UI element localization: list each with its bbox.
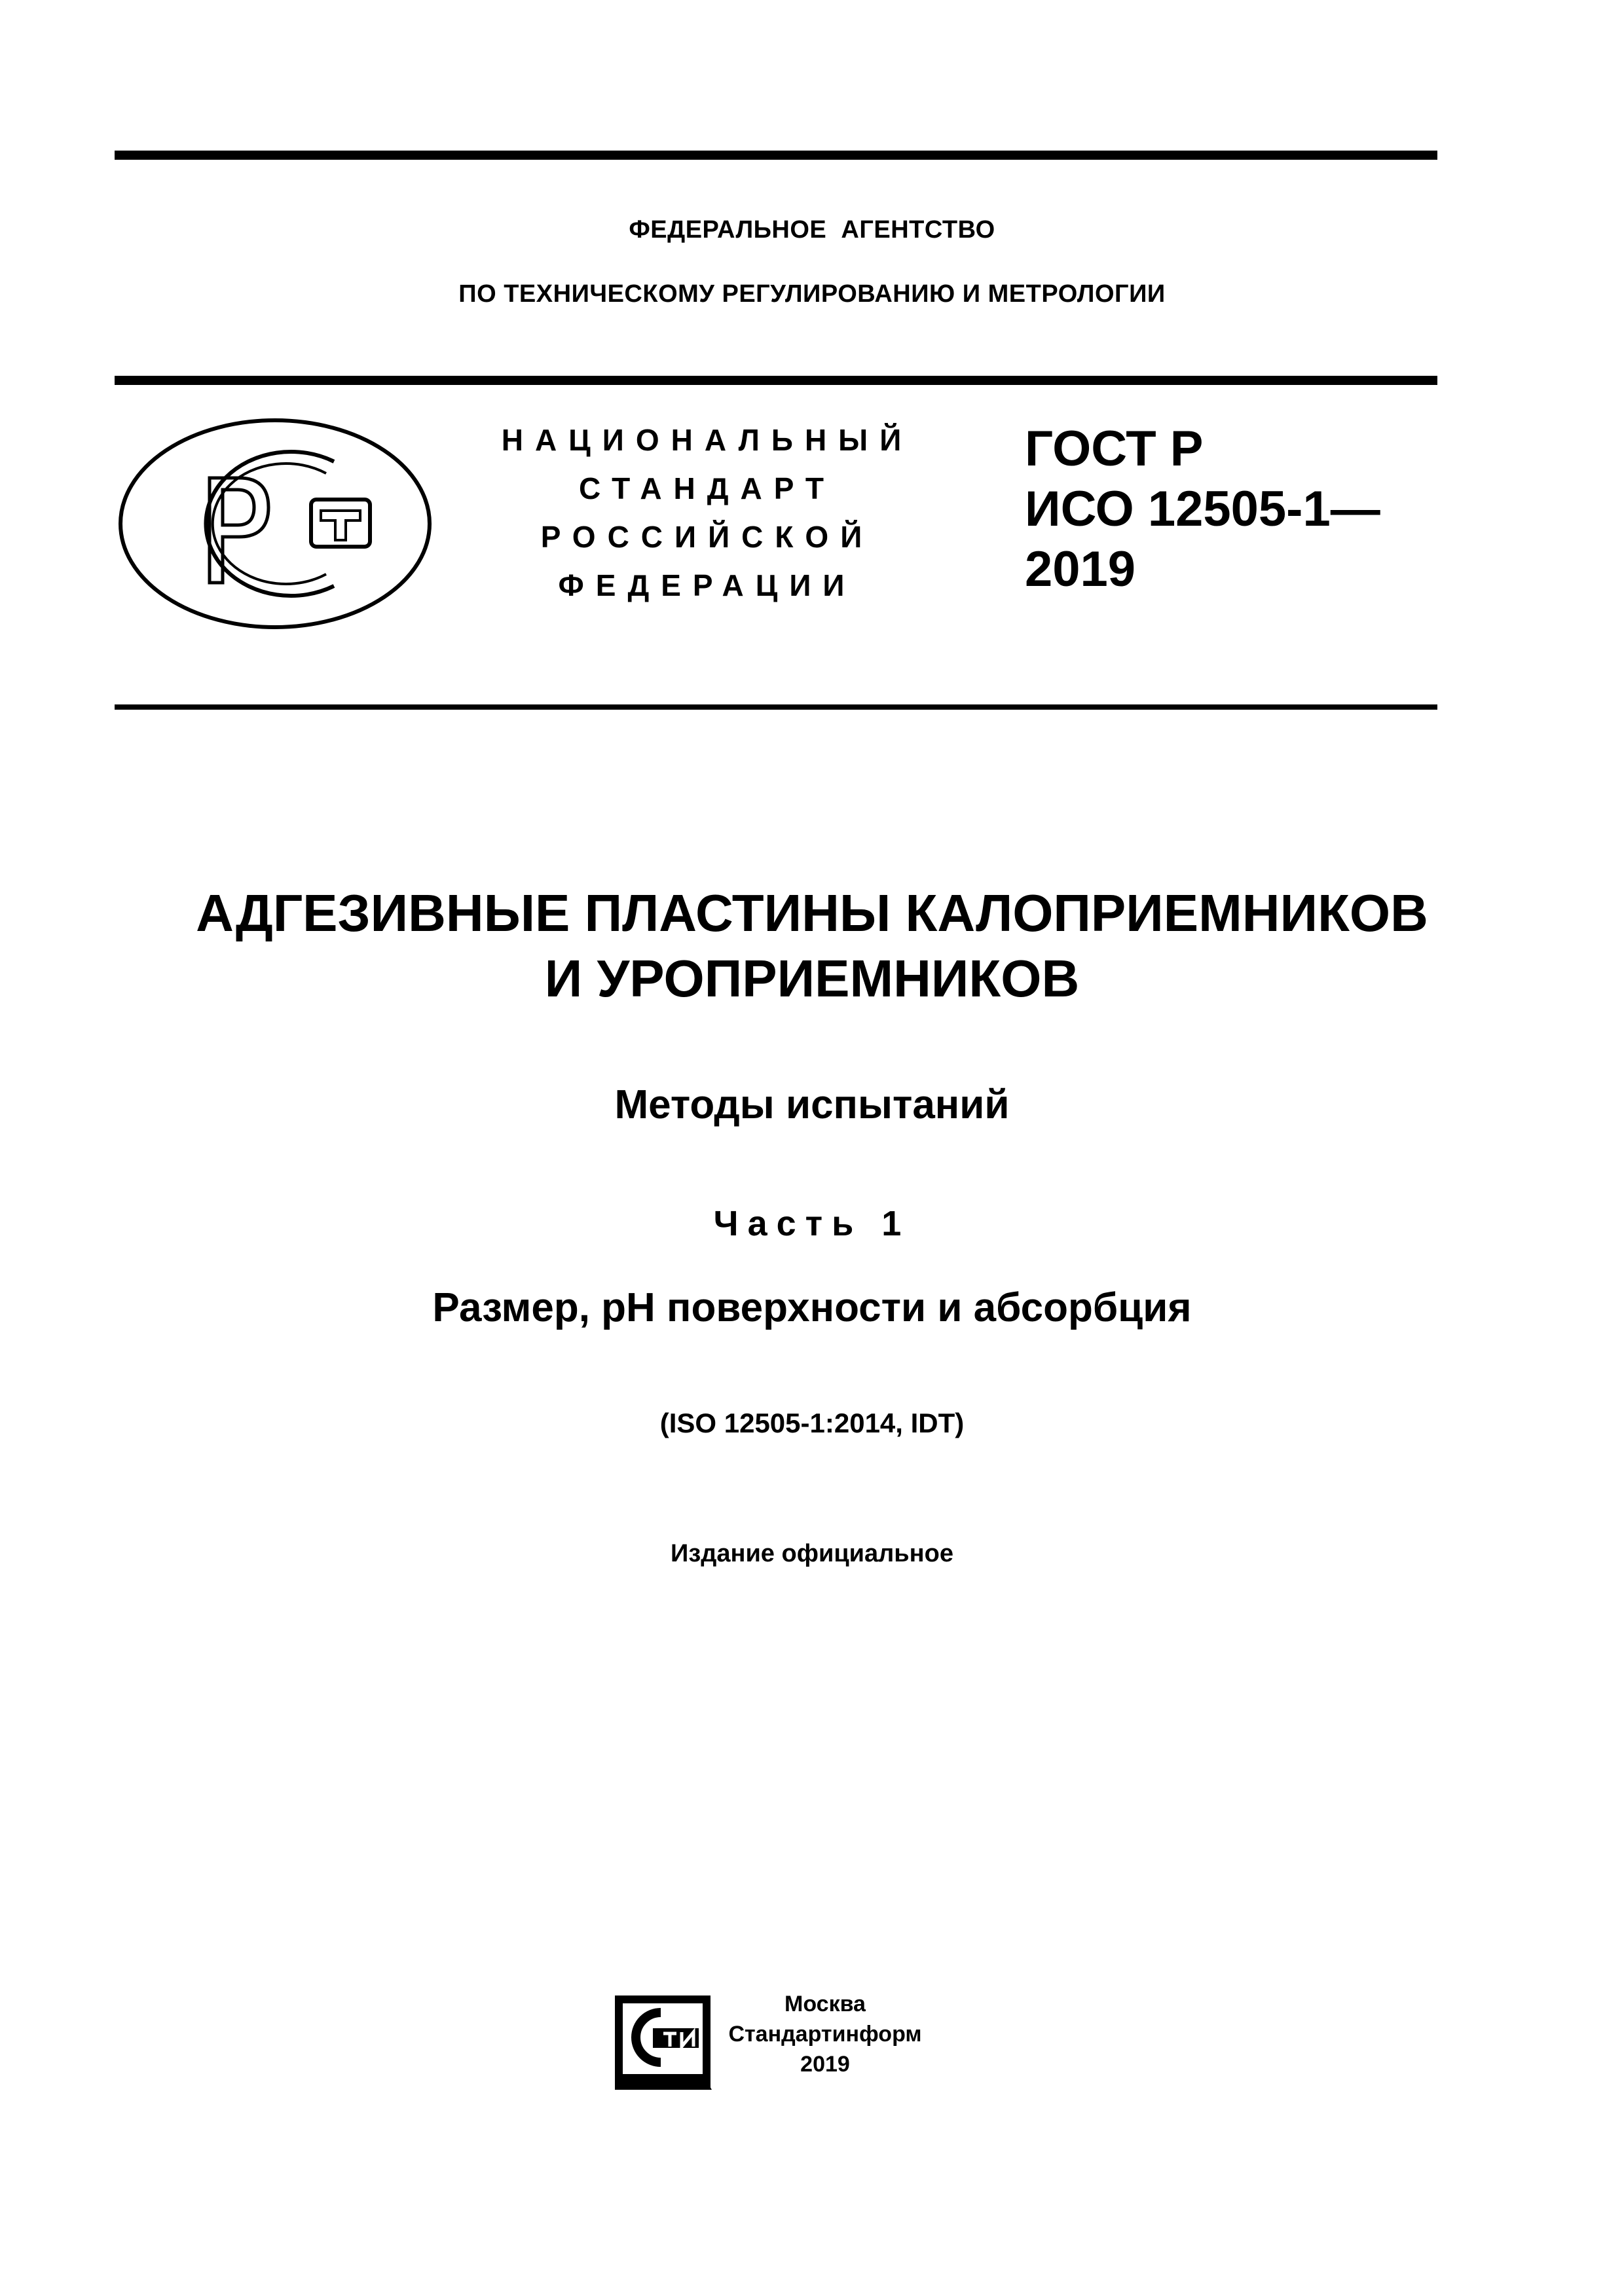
designation-line-3: 2019 (1025, 541, 1136, 597)
national-line-4: ФЕДЕРАЦИИ (558, 568, 857, 602)
publisher-block (727, 1989, 923, 2079)
title-line-2: И УРОПРИЕМНИКОВ (544, 949, 1080, 1008)
rst-mark-icon (118, 416, 432, 632)
publisher-name: Стандартинформ (728, 2022, 922, 2047)
national-line-3: РОССИЙСКОЙ (540, 520, 874, 554)
national-standard-block (485, 416, 930, 610)
top-rule (115, 151, 1437, 160)
national-line-2: СТАНДАРТ (579, 471, 836, 505)
agency-line-2: ПО ТЕХНИЧЕСКОМУ РЕГУЛИРОВАНИЮ И МЕТРОЛОГИИ (458, 280, 1166, 308)
part-number: Часть 1 (713, 1204, 911, 1243)
edition-note: Издание официальное (671, 1540, 953, 1567)
iso-reference: (ISO 12505-1:2014, IDT) (659, 1408, 965, 1438)
publisher-year: 2019 (800, 2052, 850, 2077)
designation-rule (115, 704, 1437, 710)
header-rule (115, 376, 1437, 385)
document-subtitle: Методы испытаний (614, 1082, 1010, 1127)
document-title (0, 881, 1624, 1011)
standartinform-icon (614, 1994, 712, 2091)
designation-line-2: ИСО 12505-1— (1025, 481, 1380, 537)
title-line-1: АДГЕЗИВНЫЕ ПЛАСТИНЫ КАЛОПРИЕМНИКОВ (196, 884, 1428, 942)
designation-line-1: ГОСТ Р (1025, 421, 1204, 477)
part-title: Размер, pH поверхности и абсорбция (432, 1285, 1192, 1330)
agency-line-1: ФЕДЕРАЛЬНОЕ АГЕНТСТВО (629, 216, 995, 244)
publisher-city: Москва (784, 1992, 866, 2016)
standard-designation (1025, 419, 1380, 600)
national-line-1: НАЦИОНАЛЬНЫЙ (501, 423, 913, 457)
